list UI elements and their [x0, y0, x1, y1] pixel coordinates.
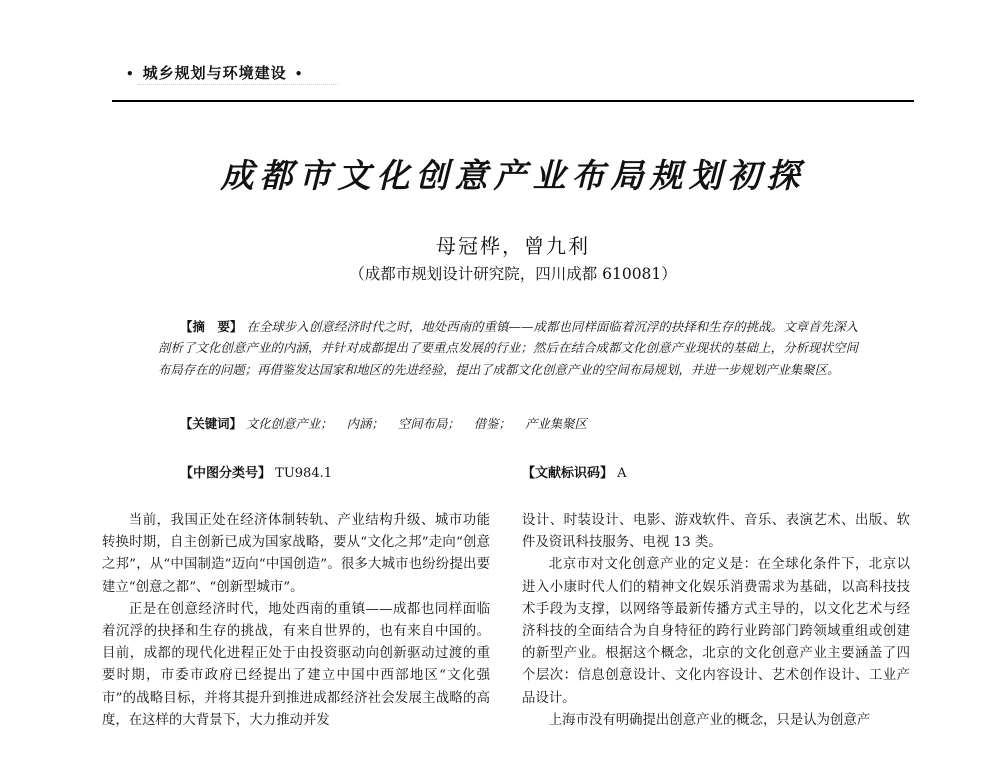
- classification-number: [180, 462, 332, 481]
- body-paragraph: 设计、时装设计、电影、游戏软件、音乐、表演艺术、出版、软件及资讯科技服务、电视 13 类。: [522, 513, 910, 551]
- keyword: 借鉴；: [473, 416, 511, 431]
- abstract-text: 在全球步入创意经济时代之时，地处西南的重镇——成都也同样面临着沉浮的抉择和生存的挑战。文章首先深入剖析了文化创意产业的内涵，并针对成都提出了要重点发展的行业；然后在结合成都文化创意产业现状的基础上，分析现状空间布局存在的问题；再借鉴发达国家和地区的先进经验，提出了成都文化创意产业的空间布局规划，并进一步规划产业集聚区。: [158, 319, 859, 377]
- header-rule: [112, 100, 914, 102]
- body-column-left: [102, 510, 490, 732]
- header-bullet-right: •: [294, 67, 304, 81]
- header-section-title: 城乡规划与环境建设: [142, 64, 287, 82]
- header-bleed-mark: [138, 84, 338, 88]
- paper-title: 成都市文化创意产业布局规划初探: [220, 156, 806, 195]
- keyword: 产业集聚区: [524, 416, 587, 431]
- abstract-label: 【摘 要】: [180, 319, 243, 334]
- body-paragraph: 当前，我国正处在经济体制转轨、产业结构升级、城市功能转换时期，自主创新已成为国家战略，要从“文化之邦”走向“创意之邦”，从“中国制造”迈向“中国创造”。很多大城市也纷纷提出要建立“创意之都”、“创新型城市”。: [102, 513, 490, 595]
- keyword: 空间布局；: [397, 416, 460, 431]
- body-paragraph: 正是在创意经济时代，地处西南的重镇——成都也同样面临着沉浮的抉择和生存的挑战，有来自世界的，也有来自中国的。目前，成都的现代化进程正处于由投资驱动向创新驱动过渡的重要时期，市委市政府已经提出了建立中国中西部地区“文化强市”的战略目标，并将其提升到推进成都经济社会发展主战略的高度，在这样的大背景下，大力推动并发: [102, 601, 490, 728]
- running-header: [118, 62, 311, 83]
- body-paragraph: 北京市对文化创意产业的定义是：在全球化条件下，北京以进入小康时代人们的精神文化娱乐消费需求为基础，以高科技技术手段为支撑，以网络等最新传播方式主导的，以文化艺术与经济科技的全面结合为自身特征的跨行业跨部门跨领域重组或创建的新型产业。根据这个概念，北京的文化创意产业主要涵盖了四个层次：信息创意设计、文化内容设计、艺术创作设计、工业产品设计。: [522, 557, 910, 706]
- abstract: [158, 316, 858, 380]
- paper-authors: 母冠桦，曾九利: [436, 234, 590, 258]
- body-paragraph: 上海市没有明确提出创意产业的概念，只是认为创意产: [548, 712, 871, 728]
- keywords: [180, 414, 601, 432]
- header-bullet-left: •: [126, 67, 135, 81]
- classification-value: TU984.1: [275, 466, 332, 481]
- classification-label: 【中图分类号】: [180, 466, 272, 481]
- keyword: 内涵；: [346, 416, 384, 431]
- keyword: 文化创意产业；: [245, 416, 333, 431]
- paper-affiliation: （成都市规划设计研究院，四川成都 610081）: [349, 265, 677, 283]
- document-code-value: A: [617, 466, 627, 481]
- body-column-right: [522, 510, 910, 732]
- document-code: [522, 462, 627, 481]
- document-code-label: 【文献标识码】: [522, 466, 614, 481]
- keywords-label: 【关键词】: [180, 416, 242, 431]
